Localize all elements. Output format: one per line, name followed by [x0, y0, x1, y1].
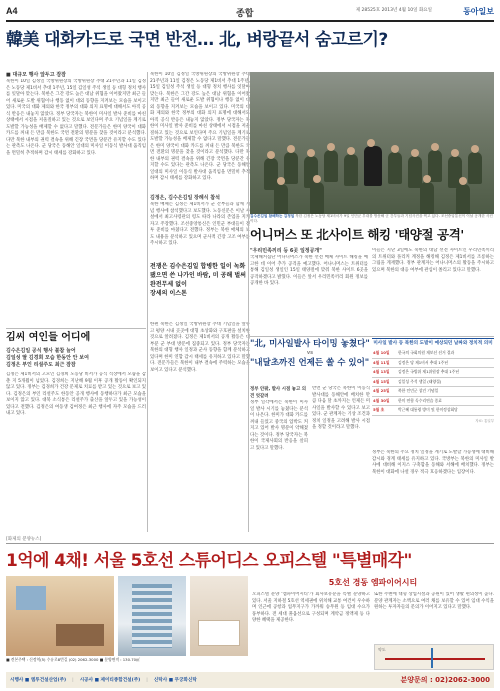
- table-row: [372, 387, 494, 397]
- missile-body-2: 반면 군 당국은 북한이 이동식 발사대를 동해안에 배치한 만큼 다음 달 초까지는 언제든 미사일을 발사할 수 있다고 보고 있다. 군 관계자는 기상 조건과 정치 일정을 고려해 발사 시점을 정할 것이라고 말했다.: [312, 386, 370, 430]
- mid-article-body-2: 한편 북한은 김정일 국방위원장 추대 기념일을 앞두고 평양 시내 곳곳에 대형 초상화와 구호판을 설치한 것으로 알려졌다. 김정은 제1비서의 공개 활동은 대부분 군 부대 방문에 집중되고 있다. 정부 당국자는 북한의 대형 행사 일정과 군사 동향을 함께 분석하고 있다며 한미 연합 감시 태세를 유지하고 있다고 말했다. 전문가들은 북한이 내부 결속에 주력하는 모습을 보이고 있다고 분석했다.: [150, 322, 250, 373]
- kim-sub-2: 김일성 딸 김경희 모습 한동안 안 보여: [6, 355, 89, 361]
- photo-caption: [250, 214, 494, 224]
- ad-map-label: 약도: [378, 647, 386, 652]
- quote-vs: vs: [306, 350, 314, 356]
- table-title: 미사일 발사 등 북한의 도발이 예상되던 날짜와 정치적 의미: [373, 341, 493, 346]
- photo-caption-lead: 김수은김일 참배하는 김정일: [250, 214, 295, 218]
- ad-sponsor: 시행사 ■ 엠투건설산업(주): [10, 678, 67, 683]
- table-date: 4월 13일: [373, 369, 390, 375]
- mid-subheads: [150, 262, 250, 322]
- mid-article-continued: [150, 322, 250, 532]
- column-divider: [248, 72, 249, 532]
- table-row: [372, 397, 494, 407]
- table-row: [372, 406, 494, 416]
- ad-interior-image: [190, 576, 248, 656]
- left-article-body: 북한이 10일 김정일 국방위원장의 국방위원장 추대 21주년과 11일 김정은 노동당 제1비서 추대 1주년, 15일 김일성 주석 생일 등 대형 정치 행사를 잇달아 맞는다. 북한은 그간 강도 높은 대남 위협을 이어왔지만 최근 들어 새로운 도발 위협이나 행동 없이 대외 동향을 지켜보는 모습을 보이고 있다. 미국의 대화 제의와 한국 정부의 대화 의지 표명에 대해서도 아직 공식 반응은 내놓지 않았다. 정부 당국자는 북한이 미사일 발사 준비를 마친 상태에서 시점을 저울질하고 있는 것으로 보인다며 주요 기념일을 계기로 도발할 가능성을 배제할 수 없다고 말했다. 전문가들은 한미 양국이 대화 카드를 꺼내 든 만큼 북한도 국면 전환의 명분을 찾을 것이라고 분석했다. 다만 북한 내부의 권력 결속을 위해 긴장 국면을 당분간 유지할 수도 있다는 관측도 나온다. 군 당국은 동해안 일대의 미사일 이동식 발사대 움직임을 면밀히 추적하며 감시 태세를 강화하고 있다.: [6, 79, 146, 156]
- kim-women-body: 김정은 제1비서의 고모인 김경희 노동당 비서가 공식 석상에서 모습을 감춘 지 5개월이 넘었다. 김경희는 지난해 9월 이후 공개 활동이 확인되지 않고 있다. 정부는 김경희가 건강 문제로 치료를 받고 있는 것으로 보고 있다. 김정은의 부인 리설주도 한동안 공개 행사에 동행하다가 최근 모습을 보이지 않고 있다. 대북 소식통은 리설주가 출산을 앞두고 있을 가능성이 있다고 전했다. 김정은의 여동생 김여정은 최근 행사에 자주 모습을 드러내고 있다.: [6, 372, 146, 416]
- ad-headline: 1억에 4채! 서울 5호선 스튜어디스 오피스텔 "특별매각": [6, 551, 412, 571]
- table-row: [372, 368, 494, 378]
- mid-article-body: 북한 매체는 김정은 제1비서가 군 간부들과 함께 기념 행사에 참석했다고 보도했다. 노동신문은 이날 사설에서 최고사령관의 령도 따라 나라의 존엄을 지키자고 주장했다. 조선중앙통신은 인민군 부대들이 전투 준비를 마쳤다고 전했다. 정부는 북한 매체의 보도 내용을 분석하고 있으며 군사적 긴장 고조 여부를 주시하고 있다.: [150, 202, 250, 246]
- missile-body-1: 정부 일각에서는 북한이 미사일 발사 시기를 놓쳤다는 분석이 나온다. 한미가 대화 카드를 꺼내 들었고 중국의 압박도 커지고 있어 발사 명분이 약해졌다는 것이다. 정부 당국자는 북한이 국제사회의 반응을 살피고 있다고 말했다.: [250, 400, 308, 451]
- ad-building-image: [118, 576, 186, 656]
- missile-article-col1: [250, 386, 308, 532]
- missile-quote-headline: [250, 338, 370, 382]
- table-event: 한미 연합 독수리연습 종료: [398, 397, 442, 403]
- quote-line-1: "北, 미사일발사 타이밍 놓쳤다": [250, 339, 370, 349]
- table-date: 4월 15일: [373, 378, 390, 384]
- ad-images: [6, 576, 248, 656]
- ad-body-right: 또한 주변에 대형 상업시설과 공원이 있어 생활 편의성이 높다. 분양 관계자는 소액으로 여러 채를 보유할 수 있어 임대 수익을 원하는 투자자들의 문의가 이어지고 있다고 말했다.: [374, 592, 494, 610]
- ad-footer-bar: 시행사 ■ 엠투건설산업(주) | 시공사 ■ 제이티종합건설(주) | 신탁사 ■ 무궁화신탁 분양문의 : 02)2062-3000: [6, 672, 494, 688]
- missile-byline: 정부 안팎, 발사 시점 놓고 의견 엇갈려: [250, 387, 306, 399]
- mid-article: [150, 72, 250, 262]
- column-divider: [147, 72, 148, 532]
- ad-room-image: [6, 576, 114, 656]
- table-date: 4월 11일: [373, 359, 390, 365]
- ad-body-left: 오피스텔 분양 '엠파이어시티'가 회사보유분을 특별 분양하고 있다. 서울 지하철 5호선 역세권에 위치해 교통 여건이 우수하며 인근에 공항과 업무지구가 가까워 승무원 등 임대 수요가 풍부하다. 전 세대 풀옵션으로 구성되며 계약금 정액제 등 다양한 혜택을 제공한다.: [252, 592, 370, 623]
- section-divider: [6, 328, 146, 329]
- ad-section-label: [화제의 분양뉴스]: [6, 536, 494, 544]
- kim-sub-3: 김정은 부인 리설주도 최근 잠잠: [6, 362, 76, 368]
- issue-info: 제 28525호 2013년 4월 10일 화요일: [355, 8, 432, 13]
- quote-line-2: "내달초까진 언제든 쏠 수 있어": [250, 358, 370, 368]
- news-photo: [250, 72, 494, 214]
- kim-sub-1: 김수은김일 공식 행사 불참 늘어: [6, 348, 76, 354]
- table-event: 김정은 당 제1비서 추대 1주년: [398, 359, 449, 365]
- hacking-headline: 어니머스 또 北사이트 해킹 '태양절 공격': [250, 227, 464, 242]
- main-headline: 韓美 대화카드로 국면 반전… 北, 벼랑끝서 숨고르기?: [6, 30, 388, 50]
- hacking-body-1: 국제해커집단 어나니머스가 북한 선전 매체 사이트 해킹을 예고한 데 이어 추가 공격을 예고했다. 어나니머스는 트위터를 통해 김일성 생일인 15일 태양절에 맞춰 북한 사이트 6곳을 공격하겠다고 밝혔다. 이들은 앞서 우리민족끼리 회원 정보를 공개한 바 있다.: [250, 255, 368, 286]
- ad-location-map: [374, 644, 494, 670]
- table-event: 박근혜 대통령 방미 및 한미정상회담: [398, 407, 458, 413]
- ad-subheadline: 5호선 경동 엠파이어시티: [328, 578, 418, 587]
- left-article: [6, 72, 146, 329]
- hacking-article-col1: [250, 248, 368, 338]
- left-article-kicker: ■ 대규모 행사 앞두고 잠잠: [6, 72, 66, 78]
- missile-article-col3: [372, 450, 494, 532]
- mid-article-body-top: 북한이 10일 김정일 국방위원장의 국방위원장 추대 21주년과 11일 김정은 노동당 제1비서 추대 1주년, 15일 김일성 주석 생일 등 대형 정치 행사를 잇달아 맞는다. 북한은 그간 강도 높은 대남 위협을 이어왔지만 최근 들어 새로운 도발 위협이나 행동 없이 대외 동향을 지켜보는 모습을 보이고 있다. 미국의 대화 제의와 한국 정부의 대화 의지 표명에 대해서도 아직 공식 반응은 내놓지 않았다. 정부 당국자는 북한이 미사일 발사 준비를 마친 상태에서 시점을 저울질하고 있는 것으로 보인다며 주요 기념일을 계기로 도발할 가능성을 배제할 수 없다고 말했다. 전문가들은 한미 양국이 대화 카드를 꺼내 든 만큼 북한도 국면 전환의 명분을 찾을 것이라고 분석했다. 다만 북한 내부의 권력 결속을 위해 긴장 국면을 당분간 유지할 수도 있다는 관측도 나온다. 군 당국은 동해안 일대의 미사일 이동식 발사대 움직임을 면밀히 추적하며 감시 태세를 강화하고 있다.: [150, 72, 250, 181]
- page-number: A4: [6, 6, 18, 16]
- hacking-body-2: 이들은 지난 3일에도 북한의 대남 선전 사이트인 우리민족끼리의 트위터와 플리커 계정을 해킹해 김정은 제1비서를 조롱하는 그림을 게재했다. 정부 관계자는 어나니머스의 활동을 주시하고 있으며 북한의 대응 여부에 관심이 쏠리고 있다고 말했다.: [372, 248, 494, 273]
- table-date: 4월 30일: [373, 397, 390, 403]
- missile-body-3: 정부는 북한의 주요 정치 일정을 계기로 도발할 가능성에 대비해 감시와 경계 태세를 유지하고 있다. 국방부는 북한의 미사일 발사에 대비해 이지스 구축함을 동해와 서해에 배치했다. 정부는 북한이 대화에 나설 경우 적극 호응하겠다는 입장이다.: [372, 450, 494, 475]
- mid-subhead-2: 장세의 이스톤: [150, 290, 187, 297]
- mid-article-subhead: 김정은, 김수은김일 장례식 참석: [150, 195, 220, 201]
- table-row: [372, 349, 494, 359]
- ad-phone: 분양문의 : 02)2062-3000: [400, 676, 490, 684]
- table-date: 5월 초: [373, 407, 385, 413]
- ad-info: ■ 견본주택 : 신정역(5) 수유로8번길 (02) 2062-3000 ■ 분양면적 : 130.70㎡: [6, 657, 140, 662]
- table-date: 4월 10일: [373, 350, 390, 356]
- table-event: 김정은 국방위 제1위원장 추대 1주년: [398, 369, 460, 375]
- ad-trust: 신탁사 ■ 무궁화신탁: [153, 678, 197, 683]
- table-event: 김일성 주석 생일 (태양절): [398, 378, 442, 384]
- mid-subhead-1: 전쟁은 김수은김일 합병한 일이 녹화됐으면 쓴 나가인 바람, 미 공해 벌써 완전무세 없이: [150, 263, 246, 288]
- table-date: 4월 25일: [373, 388, 390, 394]
- kim-women-subtitles: [6, 348, 146, 369]
- table-source: 자료: 통일부: [475, 418, 494, 423]
- photo-caption-text: 북한 김정은 노동당 제1비서가 9일 인민군 부대를 방문해 군 간부들과 기념사진을 찍고 있다. 조선중앙통신이 이날 공개한 사진이다.: [250, 214, 493, 223]
- ad-builder: 시공사 ■ 제이티종합건설(주): [79, 678, 141, 683]
- table-event: 북한 인민군 창건 기념일: [398, 388, 439, 394]
- table-event: 한국의 국회의원 재보선 선거 결과: [398, 350, 455, 356]
- hacking-article-col2: [372, 248, 494, 338]
- kim-women-article: [6, 330, 146, 530]
- section-label: 종합: [236, 9, 254, 19]
- newspaper-logo: 동아일보: [463, 6, 494, 16]
- hacking-kicker: "우리민족끼리 등 6곳 일정공개": [250, 248, 322, 254]
- kim-women-title: 김씨 여인들 어디에: [6, 332, 91, 343]
- header-rule: [6, 20, 494, 22]
- table-row: [372, 378, 494, 388]
- section-divider: [250, 336, 494, 337]
- table-row: [372, 359, 494, 369]
- provocation-date-table: [372, 338, 494, 448]
- missile-article-col2: [312, 386, 370, 532]
